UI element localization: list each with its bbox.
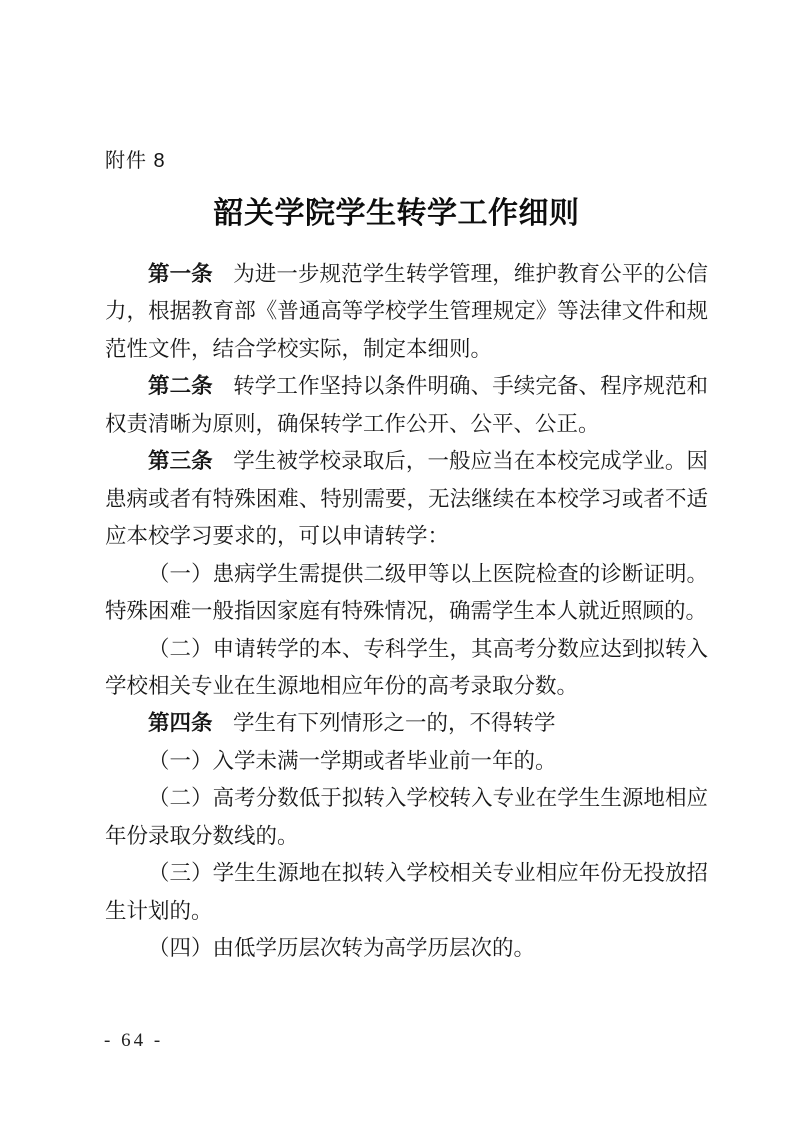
paragraph-item bbox=[105, 743, 708, 780]
attachment-label: 附件 8 bbox=[105, 150, 166, 172]
paragraph-text: （三）学生生源地在拟转入学校相关专业相应年份无投放招生计划的。 bbox=[105, 861, 708, 923]
paragraph-text: 转学工作坚持以条件明确、手续完备、程序规范和权责清晰为原则，确保转学工作公开、公平、公正。 bbox=[105, 374, 708, 436]
article-number: 第一条 bbox=[148, 262, 213, 286]
paragraph-text: 为进一步规范学生转学管理，维护教育公平的公信力，根据教育部《普通高等学校学生管理规定》等法律文件和规范性文件，结合学校实际，制定本细则。 bbox=[105, 262, 708, 361]
paragraph-text: （二）高考分数低于拟转入学校转入专业在学生生源地相应年份录取分数线的。 bbox=[105, 786, 708, 848]
paragraph-article-1 bbox=[105, 256, 708, 368]
paragraph-item bbox=[105, 631, 708, 706]
document-body bbox=[105, 256, 708, 968]
paragraph-article-4 bbox=[105, 705, 708, 742]
paragraph-text: （一）患病学生需提供二级甲等以上医院检查的诊断证明。特殊困难一般指因家庭有特殊情况，确需学生本人就近照顾的。 bbox=[105, 561, 708, 624]
article-number: 第二条 bbox=[148, 374, 213, 399]
article-number: 第四条 bbox=[148, 711, 213, 736]
paragraph-text: （二）申请转学的本、专科学生，其高考分数应达到拟转入学校相关专业在生源地相应年份的高考录取分数。 bbox=[105, 636, 708, 698]
paragraph-item bbox=[105, 855, 708, 930]
paragraph-text: （一）入学未满一学期或者毕业前一年的。 bbox=[148, 748, 557, 773]
article-number: 第三条 bbox=[148, 449, 213, 474]
paragraph-article-2 bbox=[105, 368, 708, 443]
paragraph-article-3 bbox=[105, 443, 708, 555]
paragraph-item bbox=[105, 930, 708, 967]
paragraph-item bbox=[105, 556, 708, 631]
document-title: 韶关学院学生转学工作细则 bbox=[213, 197, 580, 230]
paragraph-text: 学生被学校录取后，一般应当在本校完成学业。因患病或者有特殊困难、特别需要，无法继续在本校学习或者不适应本校学习要求的，可以申请转学： bbox=[105, 449, 708, 549]
paragraph-item bbox=[105, 780, 708, 855]
paragraph-text: 学生有下列情形之一的，不得转学 bbox=[232, 711, 556, 736]
page-number: - 64 - bbox=[104, 1030, 164, 1051]
paragraph-text: （四）由低学历层次转为高学历层次的。 bbox=[148, 936, 536, 961]
